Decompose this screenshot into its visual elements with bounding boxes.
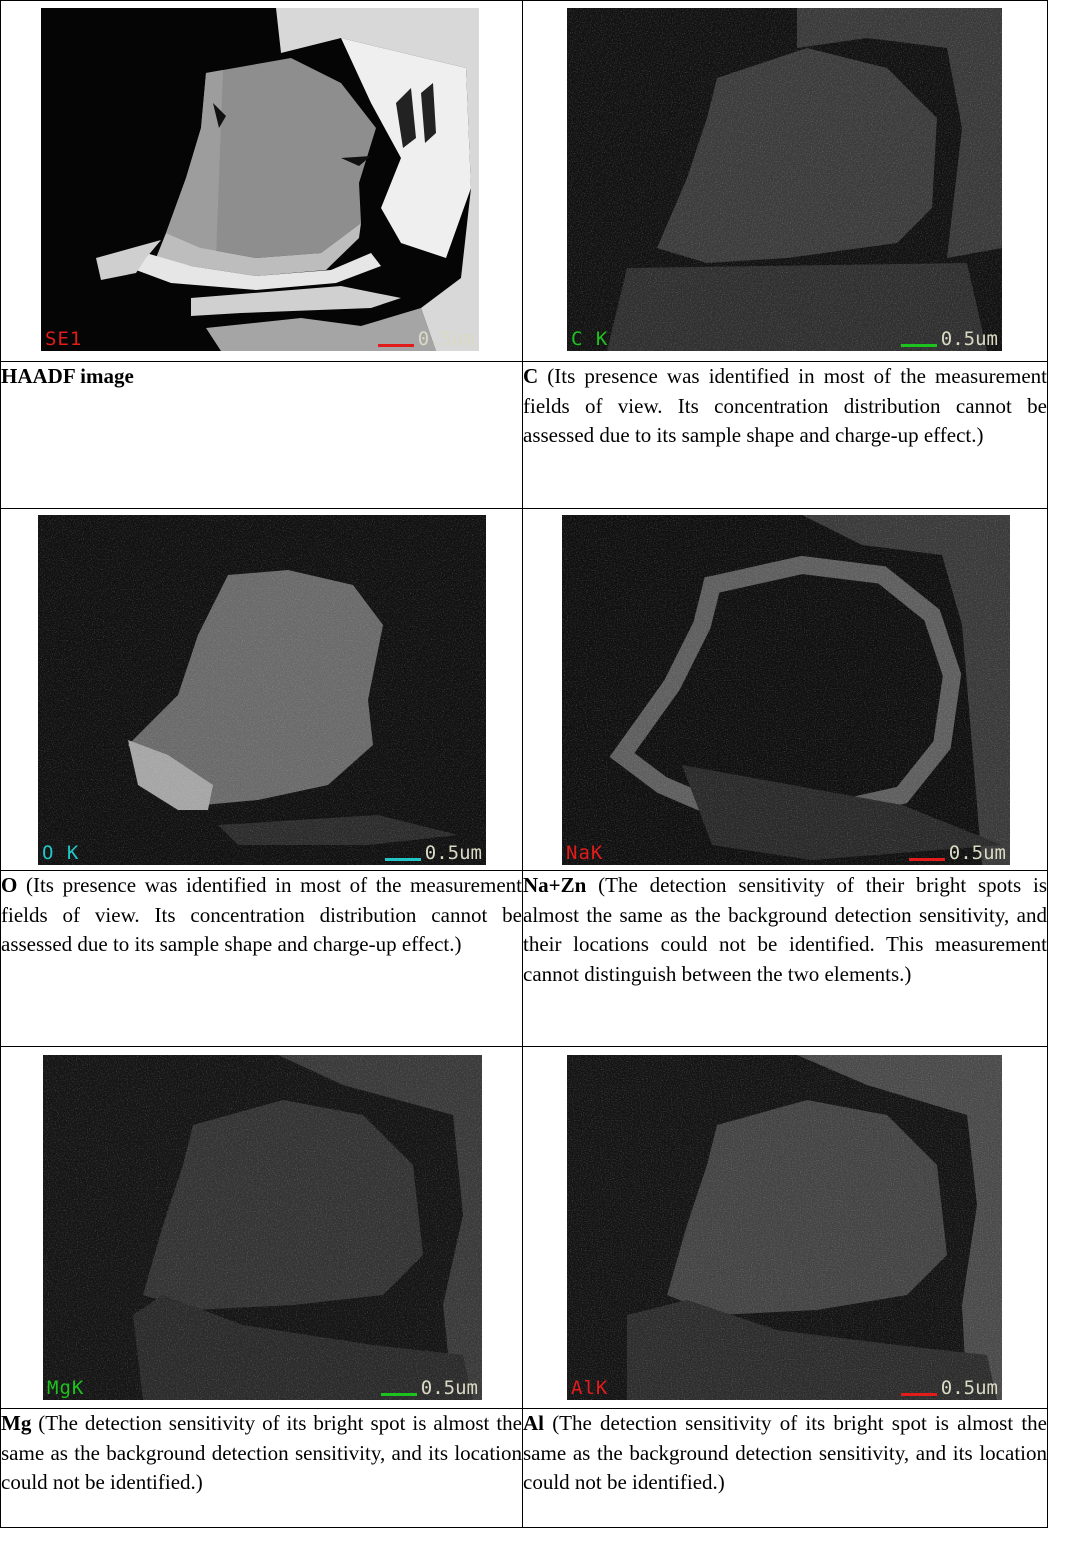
caption-na-zn: [523, 871, 1048, 1047]
element-label: NaK: [566, 842, 604, 864]
mg-k-map: [43, 1055, 482, 1400]
scale-bar-line: [385, 858, 421, 861]
caption-text: (Its presence was identified in most of the measurement fields of view. Its concentration distribution cannot be assessed due to its sample shape and charge-up effect.): [1, 873, 522, 956]
scale-bar: [909, 843, 1006, 863]
scale-bar-label: 0.5um: [940, 1377, 998, 1399]
scale-bar-label: 0.5um: [424, 842, 482, 864]
panel-c-map-cell: [523, 1, 1048, 362]
caption-mg: [1, 1409, 523, 1528]
caption-text: (The detection sensitivity of its bright spot is almost the same as the background detection sensitivity, and its location could not be identified.): [1, 1411, 522, 1494]
element-label: C K: [571, 328, 609, 350]
scale-bar-line: [901, 344, 937, 347]
c-k-map: [567, 8, 1002, 351]
scale-bar: [385, 843, 482, 863]
scale-bar: [378, 329, 475, 349]
caption-title: HAADF image: [1, 364, 134, 388]
caption-title: O: [1, 873, 18, 897]
haadf-micrograph: [41, 8, 479, 351]
panel-o-map-cell: [1, 509, 523, 871]
panel-mg-map-cell: [1, 1047, 523, 1409]
scale-bar-label: 0.5um: [948, 842, 1006, 864]
scale-bar: [901, 329, 998, 349]
panel-haadf-image-cell: [1, 1, 523, 362]
element-label: AlK: [571, 1377, 609, 1399]
caption-title: Na+Zn: [523, 873, 587, 897]
panel-al-map-cell: [523, 1047, 1048, 1409]
caption-title: C: [523, 364, 539, 388]
scale-bar-line: [909, 858, 945, 861]
caption-text: (The detection sensitivity of their bright spots is almost the same as the background detection sensitivity, and their locations could not be identified. This measurement cannot distinguish between the two elements.): [523, 873, 1047, 986]
caption-haadf: [1, 362, 523, 509]
caption-text: (Its presence was identified in most of the measurement fields of view. Its concentration distribution cannot be assessed due to its sample shape and charge-up effect.): [523, 364, 1047, 447]
scale-bar-label: 0.5um: [940, 328, 998, 350]
scale-bar-label: 0.5um: [417, 328, 475, 350]
scale-bar-line: [901, 1393, 937, 1396]
scale-bar: [381, 1378, 478, 1398]
caption-al: [523, 1409, 1048, 1528]
caption-text: (The detection sensitivity of its bright spot is almost the same as the background detection sensitivity, and its location could not be identified.): [523, 1411, 1047, 1494]
caption-c: [523, 362, 1048, 509]
scale-bar-line: [381, 1393, 417, 1396]
scale-bar-line: [378, 344, 414, 347]
na-k-map: [562, 515, 1010, 865]
caption-o: [1, 871, 523, 1047]
panel-na-zn-map-cell: [523, 509, 1048, 871]
o-k-map: [38, 515, 486, 865]
element-label: O K: [42, 842, 80, 864]
scale-bar: [901, 1378, 998, 1398]
element-label: MgK: [47, 1377, 85, 1399]
al-k-map: [567, 1055, 1002, 1400]
caption-title: Al: [523, 1411, 544, 1435]
detector-label: SE1: [45, 328, 83, 350]
caption-title: Mg: [1, 1411, 32, 1435]
scale-bar-label: 0.5um: [420, 1377, 478, 1399]
